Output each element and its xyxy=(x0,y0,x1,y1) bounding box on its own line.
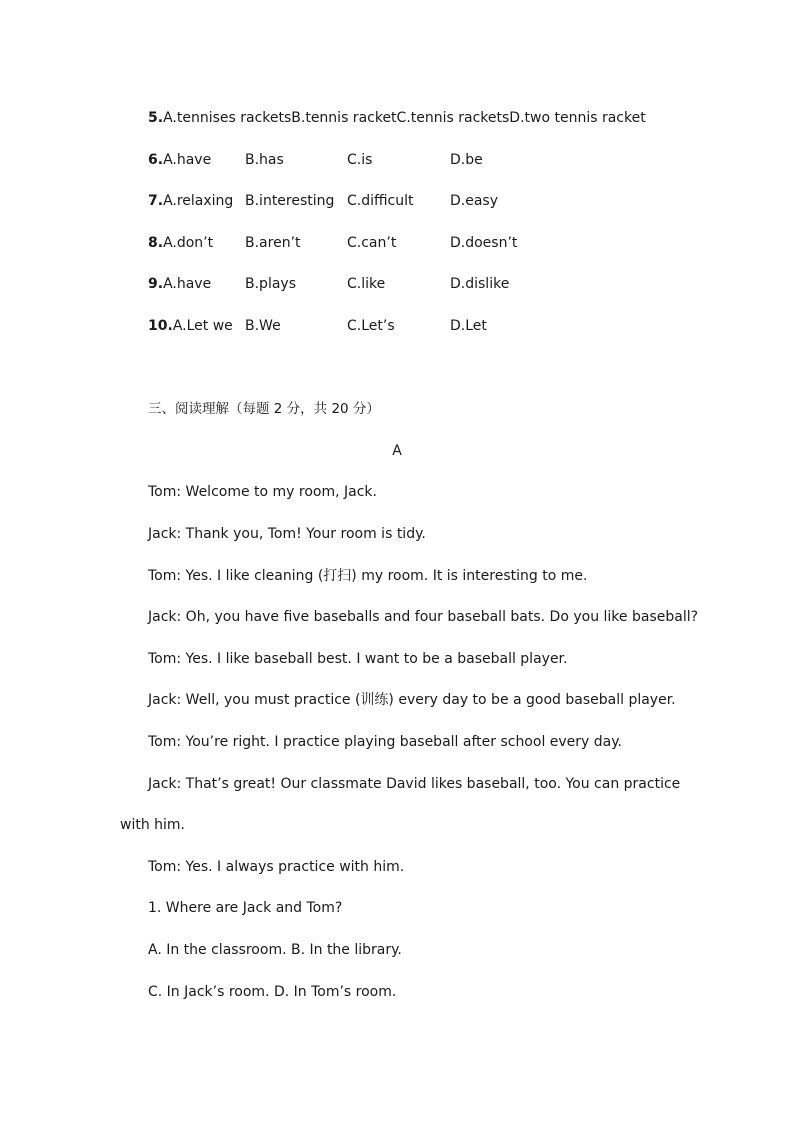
question-7 xyxy=(148,191,708,211)
option-d: D.Let xyxy=(450,318,487,334)
passage-label: A xyxy=(392,443,402,459)
question-number: 6. xyxy=(148,152,164,168)
option-c: C.is xyxy=(347,152,373,168)
option-a-text: A.relaxing xyxy=(163,193,234,209)
question-6 xyxy=(148,150,708,170)
dialogue-line: Tom: You’re right. I practice playing baseball after school every day. xyxy=(148,734,622,750)
dialogue-line: Tom: Yes. I like baseball best. I want to be a baseball player. xyxy=(148,651,568,667)
option-a xyxy=(148,191,233,211)
option-a xyxy=(148,233,213,253)
option-b: B.has xyxy=(245,152,284,168)
question-9 xyxy=(148,274,708,294)
question-number: 7. xyxy=(148,193,164,209)
question-options: A.tennises racketsB.tennis racketC.tennis racketsD.two tennis racket xyxy=(163,110,646,126)
question-8 xyxy=(148,233,708,253)
option-a-text: A.don’t xyxy=(163,235,214,251)
option-a-text: A.have xyxy=(163,276,212,292)
question-number: 10. xyxy=(148,318,173,334)
option-b: B.We xyxy=(245,318,281,334)
dialogue-line: Tom: Welcome to my room, Jack. xyxy=(148,484,377,500)
dialogue-line: Jack: Thank you, Tom! Your room is tidy. xyxy=(148,526,426,542)
dialogue-line: Jack: Well, you must practice (训练) every day to be a good baseball player. xyxy=(148,692,676,708)
option-c: C.Let’s xyxy=(347,318,395,334)
option-b: B.aren’t xyxy=(245,235,301,251)
option-c: C.like xyxy=(347,276,386,292)
option-d: D.dislike xyxy=(450,276,510,292)
option-c: C.difficult xyxy=(347,193,414,209)
option-a xyxy=(148,274,211,294)
question-5 xyxy=(148,108,646,128)
dialogue-line: Jack: That’s great! Our classmate David likes baseball, too. You can practice xyxy=(148,776,681,792)
option-a-text: A.have xyxy=(163,152,212,168)
dialogue-line-continuation: with him. xyxy=(120,817,186,833)
dialogue-line: Tom: Yes. I always practice with him. xyxy=(148,859,405,875)
option-d: D.easy xyxy=(450,193,499,209)
dialogue-line: Jack: Oh, you have five baseballs and four baseball bats. Do you like baseball? xyxy=(148,609,699,625)
question-number: 8. xyxy=(148,235,164,251)
option-d: D.be xyxy=(450,152,483,168)
question-1-stem: 1. Where are Jack and Tom? xyxy=(148,900,343,916)
question-number: 9. xyxy=(148,276,164,292)
question-number: 5. xyxy=(148,110,164,126)
question-1-options-row-1: A. In the classroom. B. In the library. xyxy=(148,942,402,958)
option-a xyxy=(148,150,211,170)
option-b: B.plays xyxy=(245,276,296,292)
option-d: D.doesn’t xyxy=(450,235,518,251)
section-heading: 三、阅读理解（每题 2 分，共 20 分） xyxy=(148,401,380,417)
option-c: C.can’t xyxy=(347,235,397,251)
dialogue-line: Tom: Yes. I like cleaning (打扫) my room. It is interesting to me. xyxy=(148,568,588,584)
option-a xyxy=(148,316,233,336)
question-1-options-row-2: C. In Jack’s room. D. In Tom’s room. xyxy=(148,984,397,1000)
option-a-text: A.Let we xyxy=(172,318,233,334)
question-10 xyxy=(148,316,708,336)
option-b: B.interesting xyxy=(245,193,335,209)
